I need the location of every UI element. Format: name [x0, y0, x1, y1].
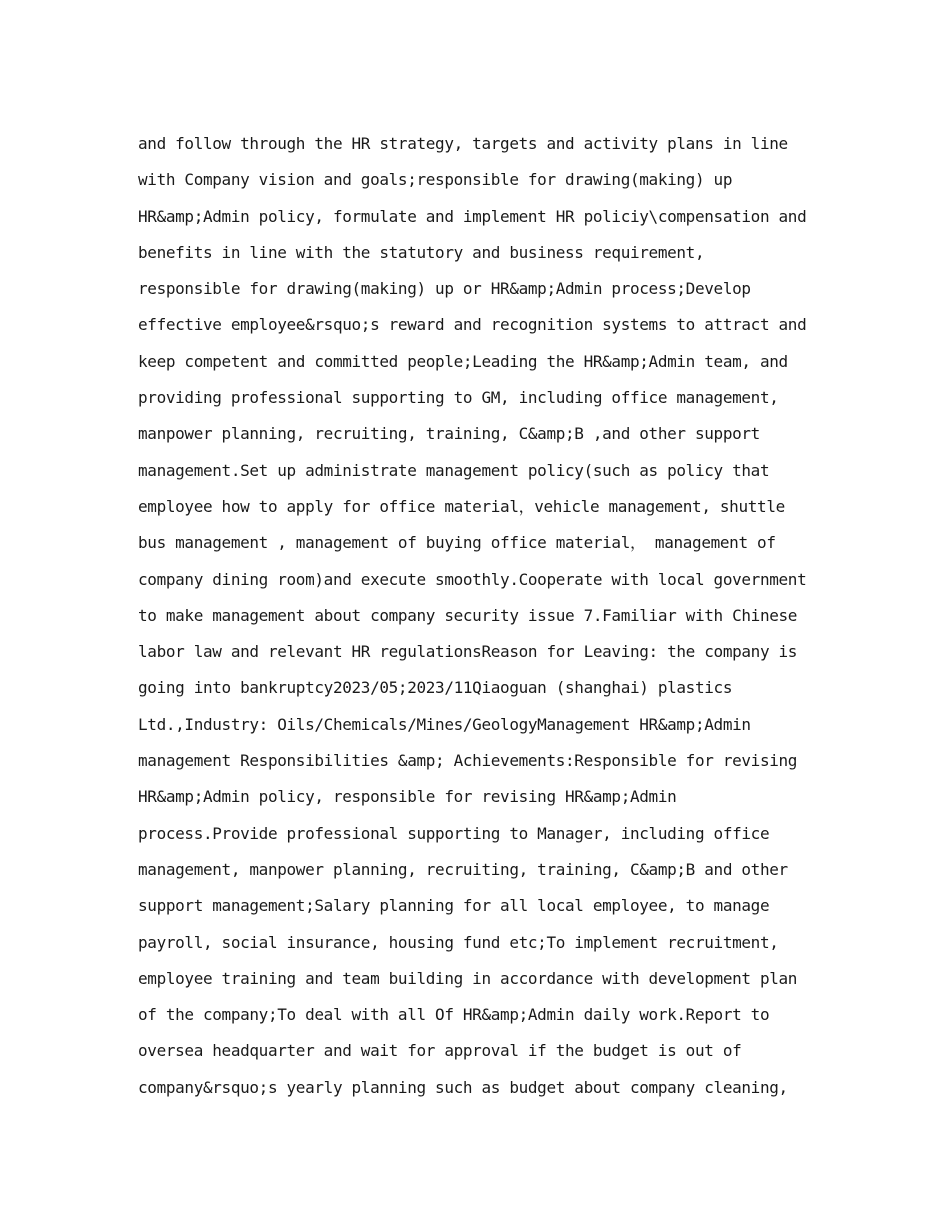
text-line: manpower planning, recruiting, training, C&amp;B ,and other support	[138, 424, 760, 444]
text-line: bus management , management of buying office material， management of	[138, 533, 776, 553]
text-line: process.Provide professional supporting to Manager, including office	[138, 823, 770, 843]
text-line: responsible for drawing(making) up or HR&amp;Admin process;Develop	[138, 279, 751, 299]
text-line: with Company vision and goals;responsible for drawing(making) up	[138, 170, 733, 190]
text-line: company&rsquo;s yearly planning such as budget about company cleaning,	[138, 1077, 788, 1097]
text-line: providing professional supporting to GM, including office management,	[138, 388, 779, 408]
text-line: Ltd.,Industry: Oils/Chemicals/Mines/GeologyManagement HR&amp;Admin	[138, 714, 751, 734]
text-line: oversea headquarter and wait for approval if the budget is out of	[138, 1041, 742, 1061]
text-line: keep competent and committed people;Leading the HR&amp;Admin team, and	[138, 351, 788, 371]
text-line: management Responsibilities &amp; Achievements:Responsible for revising	[138, 751, 798, 771]
text-line: HR&amp;Admin policy, responsible for revising HR&amp;Admin	[138, 787, 677, 807]
text-line: to make management about company security issue 7.Familiar with Chinese	[138, 605, 798, 625]
text-line: management.Set up administrate management policy(such as policy that	[138, 460, 770, 480]
text-line: benefits in line with the statutory and business requirement,	[138, 242, 705, 262]
text-line: employee how to apply for office material，vehicle management, shuttle	[138, 496, 785, 516]
body-text	[138, 126, 838, 1106]
text-line: labor law and relevant HR regulationsReason for Leaving: the company is	[138, 642, 798, 662]
text-line: company dining room)and execute smoothly.Cooperate with local government	[138, 569, 807, 589]
text-line: HR&amp;Admin policy, formulate and implement HR policiy\compensation and	[138, 206, 807, 226]
text-line: going into bankruptcy2023/05;2023/11Qiaoguan (shanghai) plastics	[138, 678, 733, 698]
text-line: management, manpower planning, recruiting, training, C&amp;B and other	[138, 859, 788, 879]
text-line: of the company;To deal with all Of HR&amp;Admin daily work.Report to	[138, 1005, 770, 1025]
text-line: and follow through the HR strategy, targets and activity plans in line	[138, 134, 788, 153]
text-line: employee training and team building in accordance with development plan	[138, 968, 798, 988]
text-line: effective employee&rsquo;s reward and recognition systems to attract and	[138, 315, 807, 335]
text-line: support management;Salary planning for all local employee, to manage	[138, 896, 770, 916]
text-line: payroll, social insurance, housing fund etc;To implement recruitment,	[138, 932, 779, 952]
